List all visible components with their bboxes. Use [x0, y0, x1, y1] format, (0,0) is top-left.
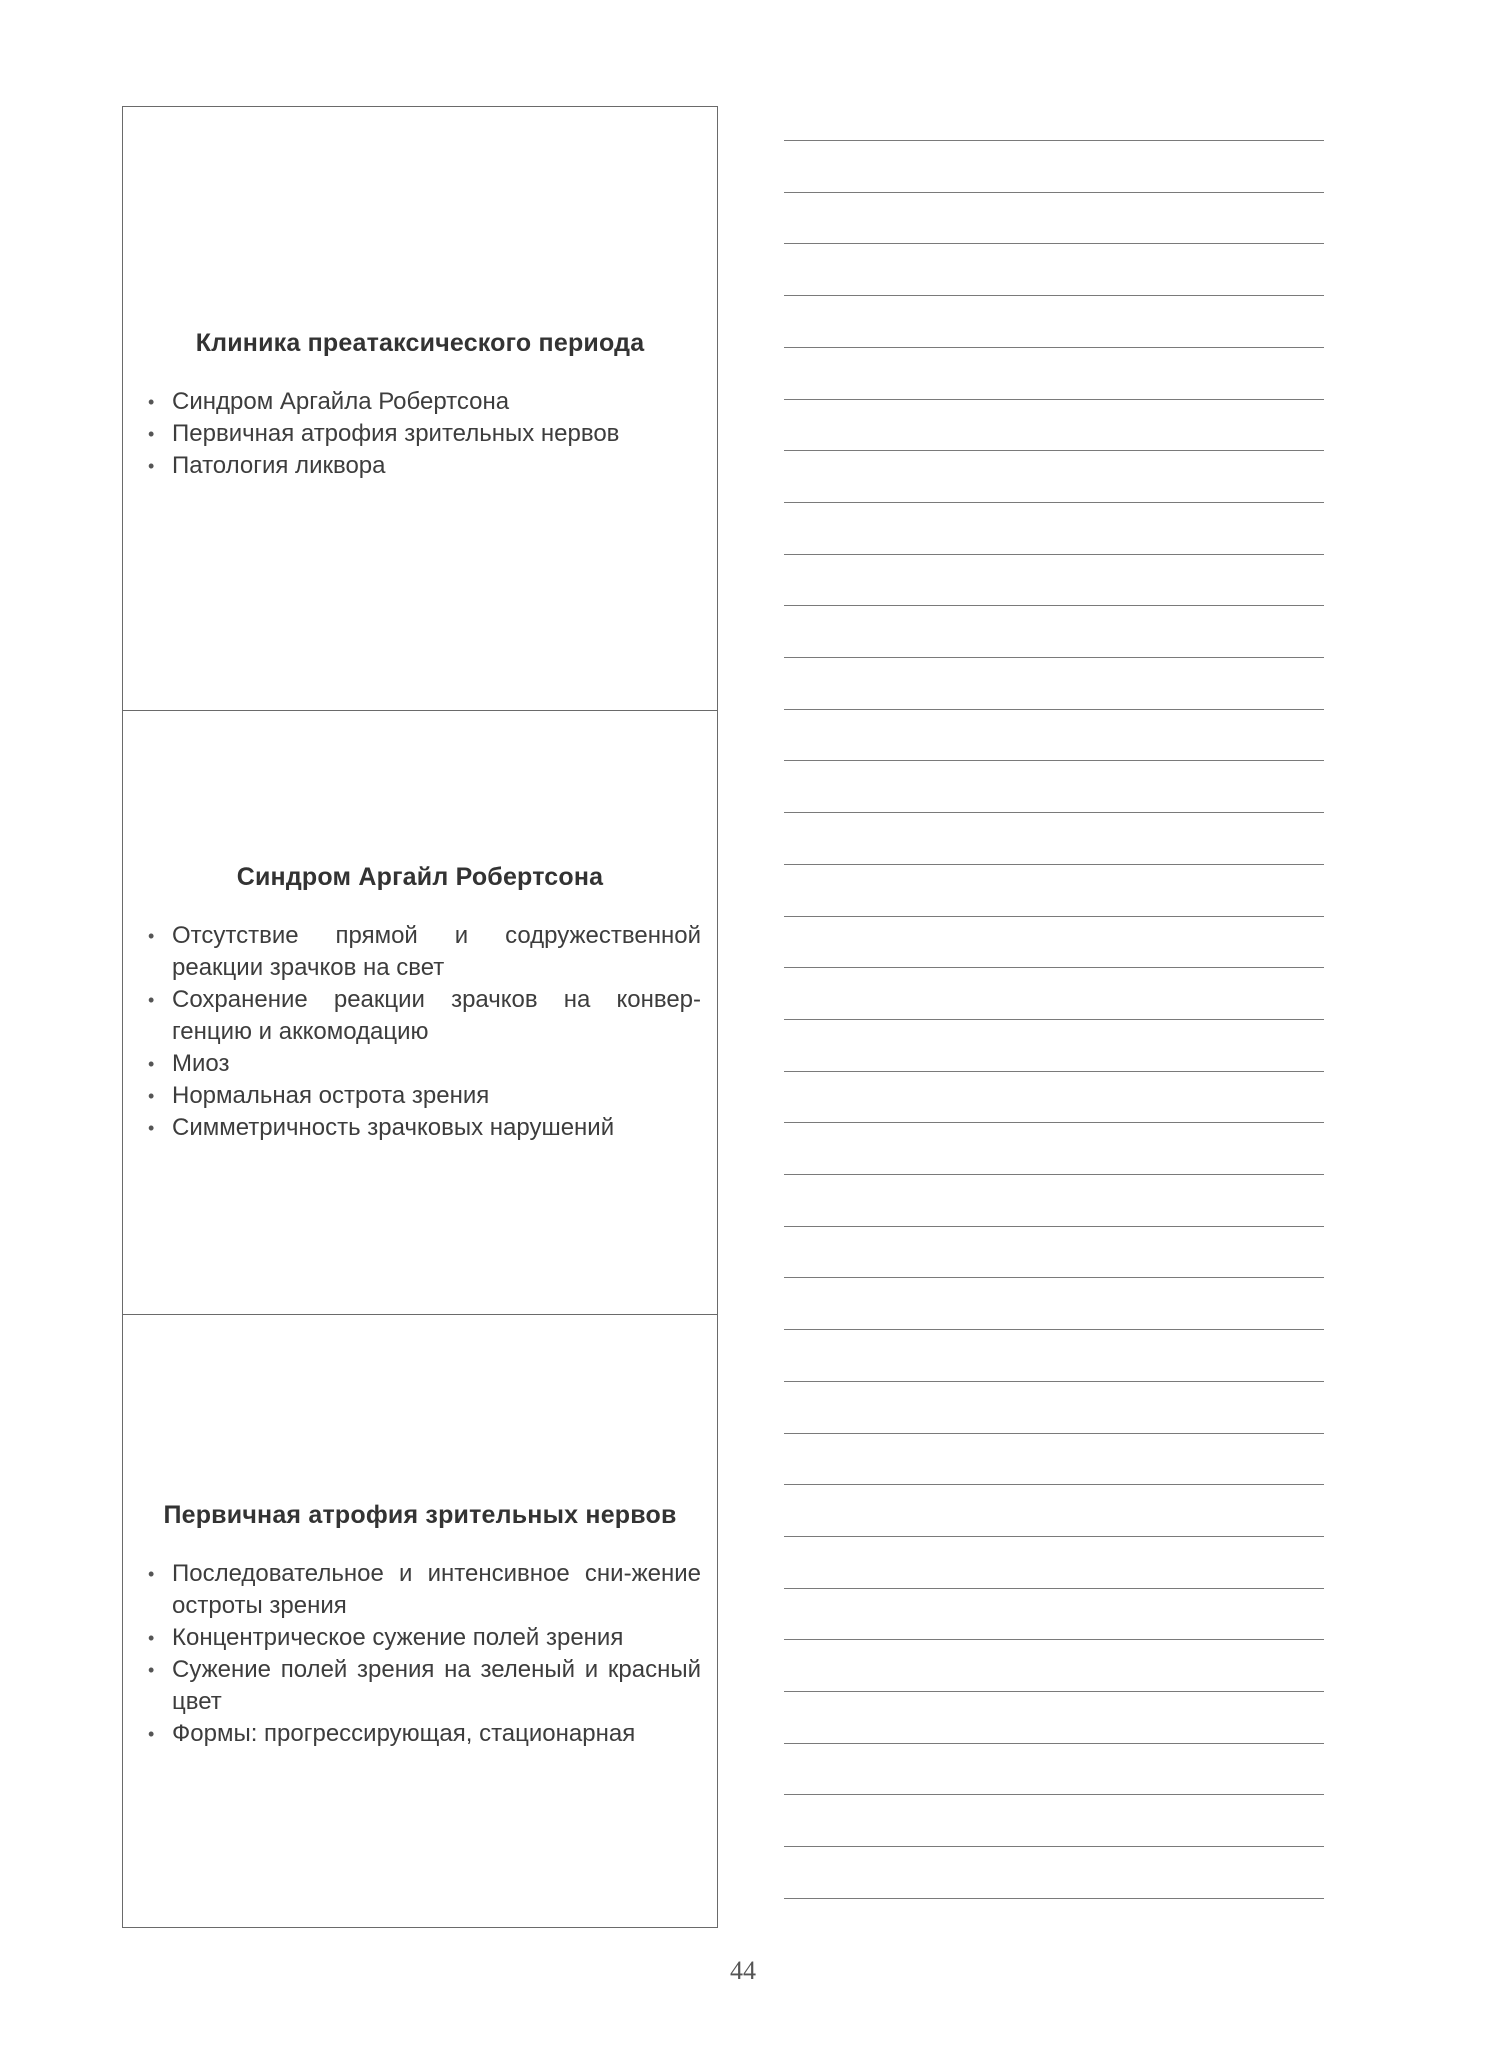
bullet-item: • Последовательное и интенсивное сни-жение остроты зрения: [148, 1560, 701, 1619]
bullet-icon: •: [148, 456, 155, 476]
notes-lines: [784, 0, 1324, 1940]
note-line: [784, 554, 1324, 555]
note-line: [784, 1277, 1324, 1278]
bullet-list: [139, 386, 701, 482]
note-line: [784, 1433, 1324, 1434]
note-line: [784, 1226, 1324, 1227]
note-line: [784, 967, 1324, 968]
note-line: [784, 1794, 1324, 1795]
bullet-icon: •: [148, 1054, 155, 1074]
note-line: [784, 709, 1324, 710]
bullet-icon: •: [148, 1564, 155, 1584]
bullet-icon: •: [148, 392, 155, 412]
note-line: [784, 295, 1324, 296]
bullet-icon: •: [148, 424, 155, 444]
bullet-icon: •: [148, 1086, 155, 1106]
note-line: [784, 502, 1324, 503]
bullet-item: • Первичная атрофия зрительных нервов: [139, 418, 701, 450]
note-line: [784, 1639, 1324, 1640]
note-line: [784, 1381, 1324, 1382]
bullet-icon: •: [148, 990, 155, 1010]
note-line: [784, 1019, 1324, 1020]
note-line: [784, 1484, 1324, 1485]
note-line: [784, 1898, 1324, 1899]
bullet-icon: •: [148, 1628, 155, 1648]
note-line: [784, 1691, 1324, 1692]
note-line: [784, 1329, 1324, 1330]
bullet-item: • Концентрическое сужение полей зрения: [139, 1622, 701, 1654]
note-line: [784, 605, 1324, 606]
note-line: [784, 1122, 1324, 1123]
slide-preataxic-clinic: [123, 107, 717, 711]
note-line: [784, 864, 1324, 865]
slides-column: [122, 106, 718, 1928]
bullet-item: • Симметричность зрачковых нарушений: [139, 1112, 701, 1144]
slide-title: Синдром Аргайл Робертсона: [236, 863, 604, 891]
note-line: [784, 1743, 1324, 1744]
bullet-item: • Сужение полей зрения на зеленый и красный цвет: [148, 1656, 701, 1715]
note-line: [784, 399, 1324, 400]
slide-optic-atrophy: [123, 1315, 717, 1927]
slide-title: Клиника преатаксического периода: [195, 329, 645, 357]
note-line: [784, 192, 1324, 193]
note-line: [784, 1846, 1324, 1847]
bullet-item: • Отсутствие прямой и содружественной реакции зрачков на свет: [148, 922, 701, 981]
note-line: [784, 140, 1324, 141]
bullet-list: [139, 1558, 701, 1750]
bullet-item: • Патология ликвора: [139, 450, 701, 482]
bullet-icon: •: [148, 1724, 155, 1744]
note-line: [784, 450, 1324, 451]
note-line: [784, 657, 1324, 658]
bullet-item: • Сохранение реакции зрачков на конвер-генцию и аккомодацию: [148, 986, 701, 1045]
bullet-item: • Нормальная острота зрения: [139, 1080, 701, 1112]
bullet-list: [139, 920, 701, 1144]
bullet-icon: •: [148, 1660, 155, 1680]
slide-argyll-robertson: [123, 711, 717, 1315]
bullet-item: • Формы: прогрессирующая, стационарная: [139, 1718, 701, 1750]
note-line: [784, 812, 1324, 813]
bullet-icon: •: [148, 926, 155, 946]
note-line: [784, 1588, 1324, 1589]
note-line: [784, 1536, 1324, 1537]
note-line: [784, 243, 1324, 244]
bullet-item: • Синдром Аргайла Робертсона: [139, 386, 701, 418]
note-line: [784, 1071, 1324, 1072]
note-line: [784, 1174, 1324, 1175]
page-number: 44: [730, 1956, 756, 1985]
note-line: [784, 347, 1324, 348]
bullet-icon: •: [148, 1118, 155, 1138]
note-line: [784, 916, 1324, 917]
note-line: [784, 760, 1324, 761]
bullet-item: • Миоз: [139, 1048, 701, 1080]
slide-title: Первичная атрофия зрительных нервов: [163, 1501, 677, 1529]
